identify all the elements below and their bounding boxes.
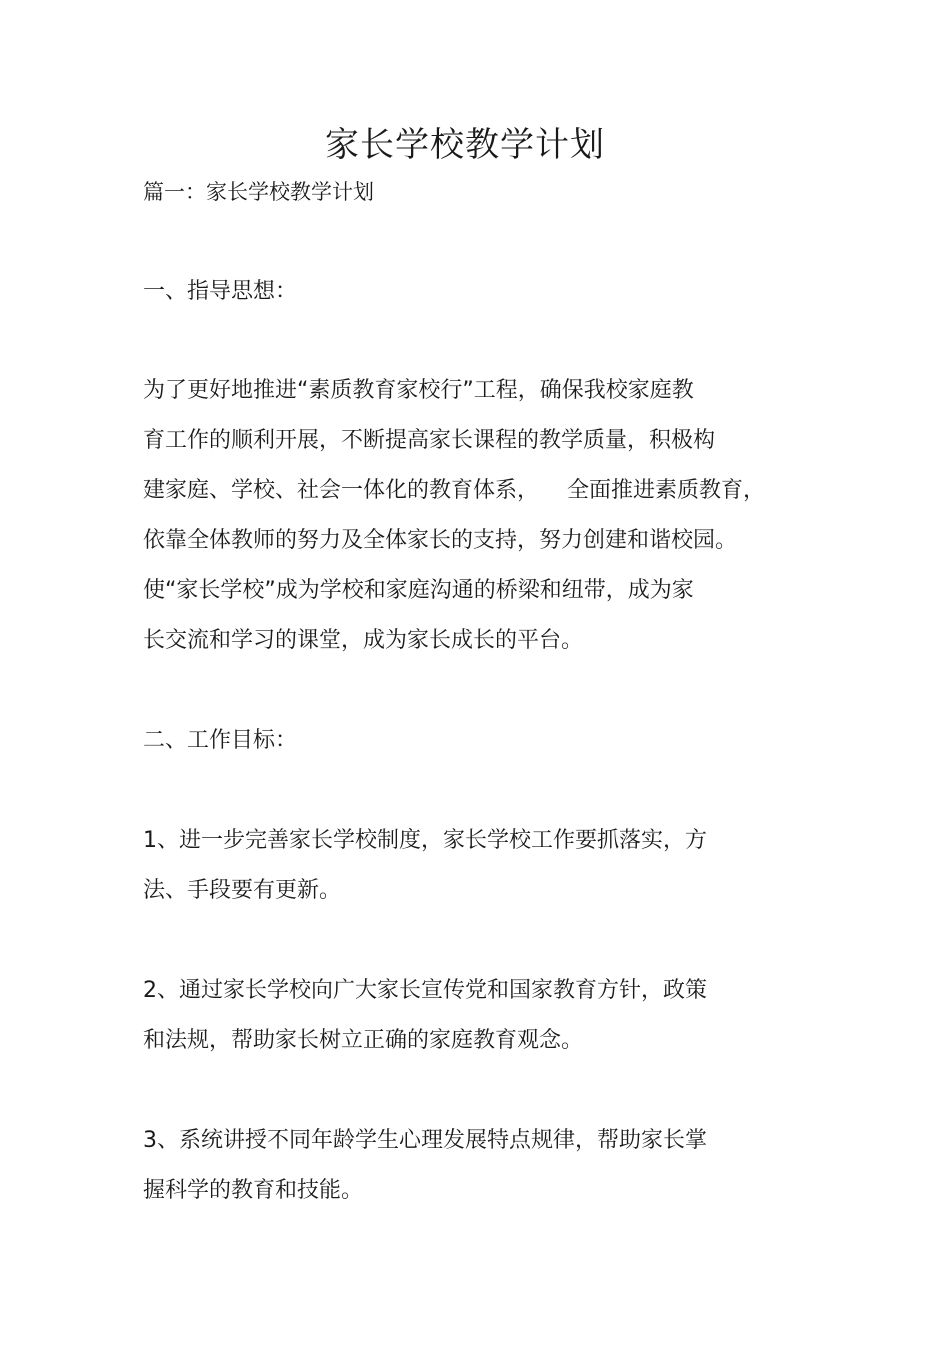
- section1-paragraph-line: 依靠全体教师的努力及全体家长的支持，努力创建和谐校园。: [143, 528, 738, 553]
- section1-paragraph-segment: 全面推进素质教育，: [567, 478, 766, 503]
- goal-item-line: 法、手段要有更新。: [143, 878, 342, 903]
- goal-item-line: 握科学的教育和技能。: [143, 1178, 364, 1203]
- section1-paragraph-line: 育工作的顺利开展，不断提高家长课程的教学质量，积极构: [143, 428, 716, 453]
- section1-paragraph-line: [143, 476, 765, 506]
- section1-paragraph-line: 为了更好地推进“素质教育家校行”工程，确保我校家庭教: [143, 378, 694, 403]
- section2-heading: 二、工作目标：: [143, 728, 298, 753]
- section1-paragraph-segment: 建家庭、学校、社会一体化的教育体系，: [143, 478, 540, 503]
- section1-paragraph-line: 长交流和学习的课堂，成为家长成长的平台。: [143, 628, 584, 653]
- document-title: 家长学校教学计划: [325, 125, 605, 165]
- document-subtitle: 篇一：家长学校教学计划: [143, 180, 374, 204]
- goal-item-line: 3、系统讲授不同年龄学生心理发展特点规律，帮助家长掌: [143, 1128, 707, 1153]
- goal-item-line: 和法规，帮助家长树立正确的家庭教育观念。: [143, 1028, 584, 1053]
- goal-item-line: 2、通过家长学校向广大家长宣传党和国家教育方针，政策: [143, 978, 707, 1003]
- section1-heading: 一、指导思想：: [143, 279, 298, 304]
- goal-item-line: 1、进一步完善家长学校制度，家长学校工作要抓落实，方: [143, 828, 707, 853]
- section1-paragraph-line: 使“家长学校”成为学校和家庭沟通的桥梁和纽带，成为家: [143, 578, 694, 603]
